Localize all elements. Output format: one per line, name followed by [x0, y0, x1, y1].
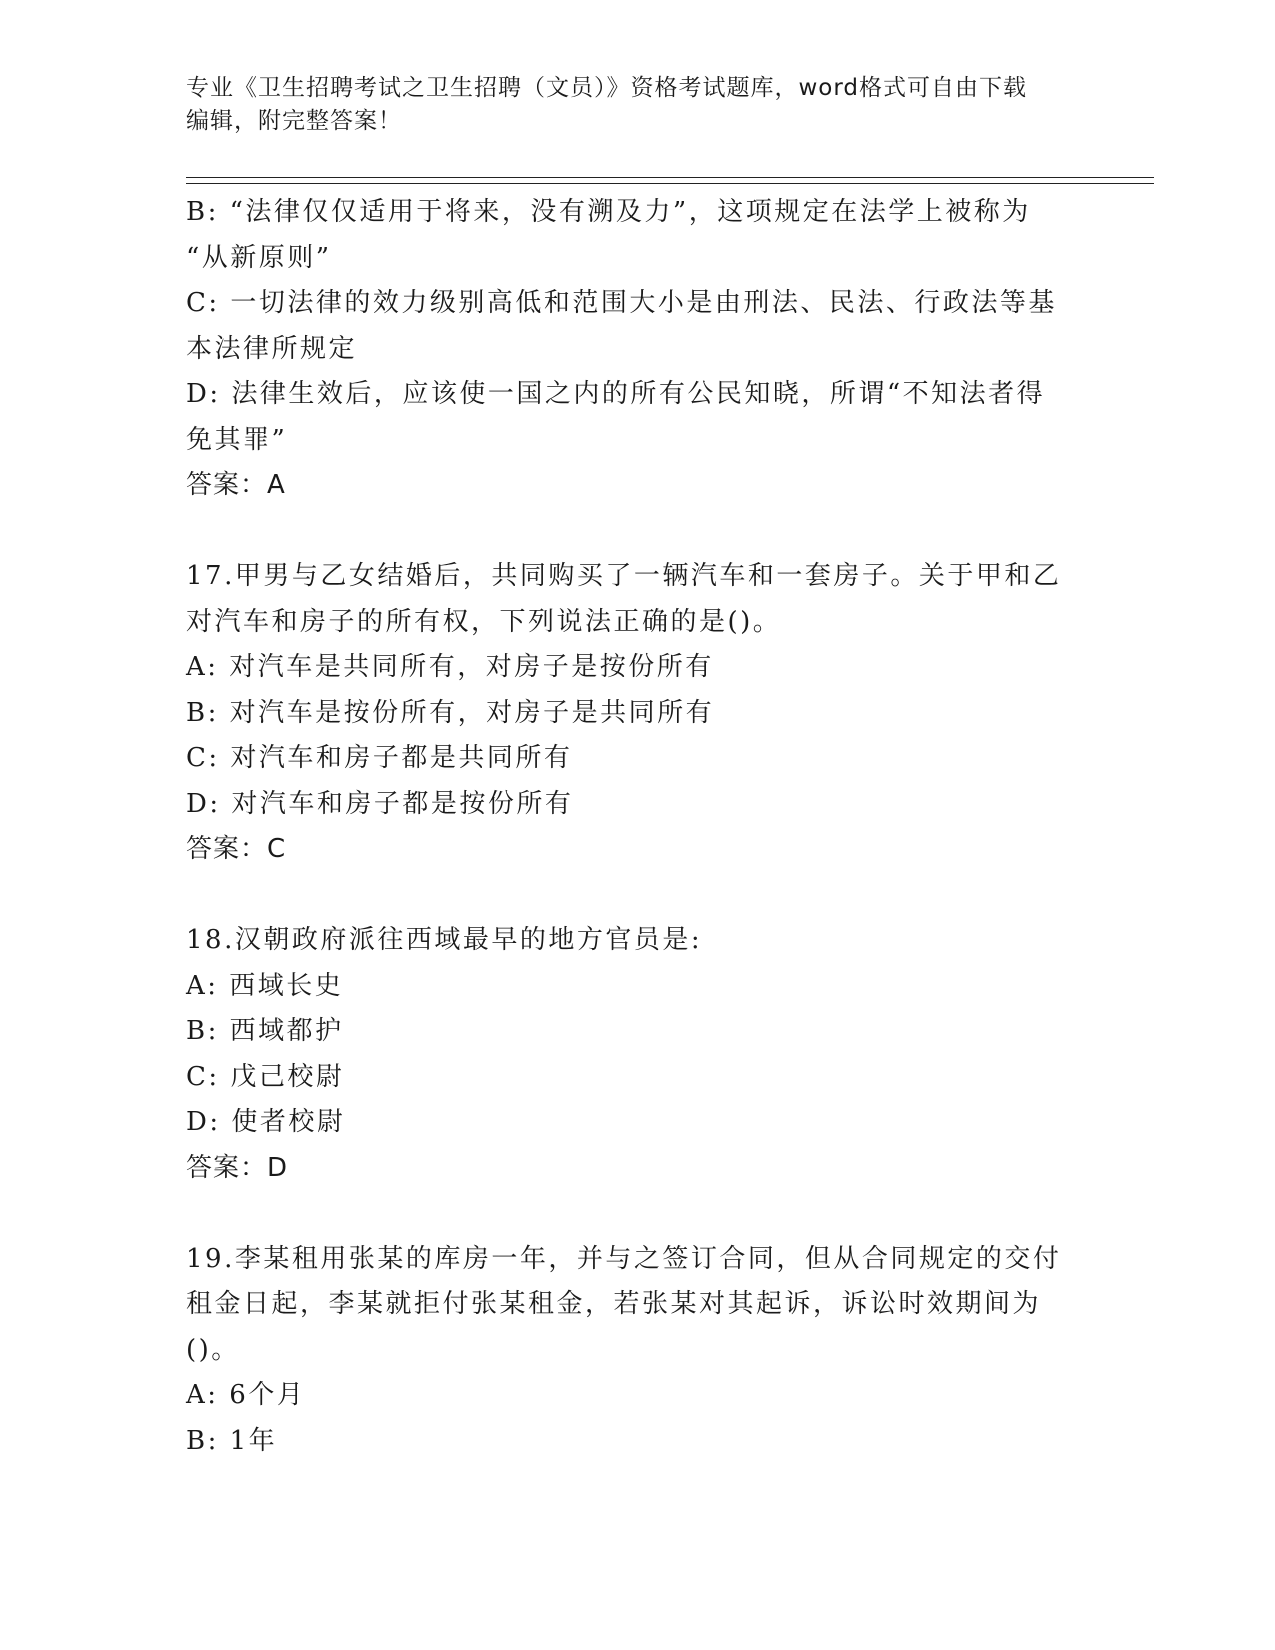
question-stem-continued: 租金日起，李某就拒付张某租金，若张某对其起诉，诉讼时效期间为	[186, 1289, 1042, 1319]
spacer	[186, 873, 1086, 919]
header-line: 专业《卫生招聘考试之卫生招聘（文员）》资格考试题库，word格式可自由下载	[186, 75, 1028, 101]
option-c: C: 对汽车和房子都是共同所有	[186, 743, 573, 773]
option-b: B: 对汽车是按份所有，对房子是共同所有	[186, 697, 715, 728]
option-b-continued: “从新原则”	[186, 242, 332, 273]
question-stem: 17.甲男与乙女结婚后，共同购买了一辆汽车和一套房子。关于甲和乙	[186, 561, 1062, 591]
question-stem: 18.汉朝政府派往西域最早的地方官员是:	[186, 925, 703, 955]
option-a: A: 西域长史	[186, 970, 344, 1001]
answer-line: 答案：C	[186, 834, 287, 864]
document-body	[186, 190, 1086, 1464]
question-stem: 19.李某租用张某的库房一年，并与之签订合同，但从合同规定的交付	[186, 1243, 1062, 1274]
answer-line: 答案：A	[186, 470, 286, 500]
header-divider-bottom	[186, 183, 1154, 184]
question-16	[186, 190, 1086, 509]
question-19	[186, 1237, 1086, 1465]
question-18	[186, 918, 1086, 1191]
option-c-continued: 本法律所规定	[186, 333, 358, 364]
option-d: D: 对汽车和房子都是按份所有	[186, 788, 574, 819]
option-b: B: “法律仅仅适用于将来，没有溯及力”，这项规定在法学上被称为	[186, 197, 1031, 227]
option-c: C: 戊己校尉	[186, 1061, 345, 1092]
header-line: 编辑，附完整答案！	[186, 108, 402, 134]
option-b: B: 1年	[186, 1425, 278, 1456]
question-stem-continued: ()。	[186, 1334, 240, 1365]
option-a: A: 6个月	[186, 1380, 306, 1410]
option-c: C: 一切法律的效力级别高低和范围大小是由刑法、民法、行政法等基	[186, 288, 1057, 318]
document-header	[186, 72, 1086, 138]
spacer	[186, 1191, 1086, 1237]
spacer	[186, 509, 1086, 555]
option-d-continued: 免其罪”	[186, 424, 288, 455]
question-stem-continued: 对汽车和房子的所有权，下列说法正确的是()。	[186, 606, 782, 637]
option-d: D: 使者校尉	[186, 1107, 346, 1137]
header-divider-top	[186, 177, 1154, 178]
option-b: B: 西域都护	[186, 1016, 344, 1046]
question-17	[186, 554, 1086, 873]
answer-line: 答案：D	[186, 1152, 289, 1183]
option-d: D: 法律生效后，应该使一国之内的所有公民知晓，所谓“不知法者得	[186, 379, 1046, 409]
option-a: A: 对汽车是共同所有，对房子是按份所有	[186, 652, 714, 682]
